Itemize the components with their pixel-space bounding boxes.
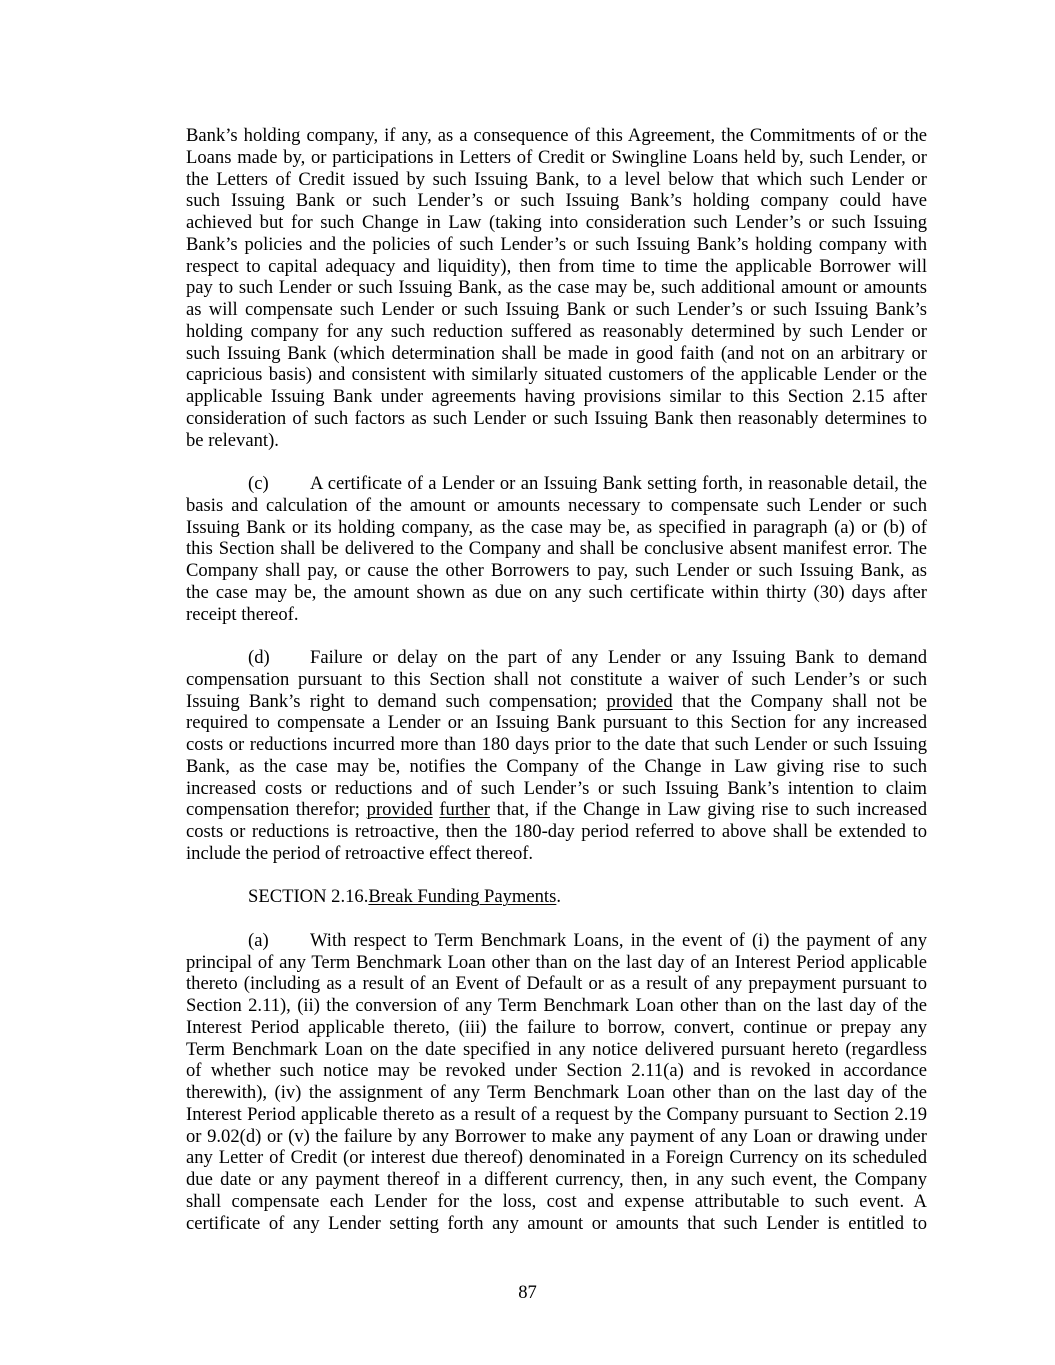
text-line: the Letters of Credit issued by such Issuing Bank, to a level below that which such Lender or (186, 168, 927, 190)
section-number: SECTION 2.16. (248, 886, 369, 908)
section-title: Break Funding Payments (368, 886, 557, 908)
text-line: Term Benchmark Loan on the date specified in any notice delivered pursuant hereto (regardless (186, 1038, 927, 1060)
text-line: certificate of any Lender setting forth any amount or amounts that such Lender is entitled to (186, 1212, 927, 1234)
paragraph-d-failure-or-delay (186, 647, 927, 865)
text-line: respect to capital adequacy and liquidity), then from time to time the applicable Borrower will (186, 255, 927, 277)
text-line: capricious basis) and consistent with similarly situated customers of the applicable Lender or the (186, 364, 927, 386)
paragraph-a-break-funding (186, 930, 927, 1235)
text-line: this Section shall be delivered to the Company and shall be conclusive absent manifest error. The (186, 538, 927, 560)
text-line: as will compensate such Lender or such Issuing Bank or such Lender’s or such Issuing Bank’s (186, 299, 927, 320)
text-line: With respect to Term Benchmark Loans, in the event of (i) the payment of any (310, 929, 927, 951)
text-line: such Issuing Bank (which determination shall be made in good faith (and not on an arbitrary or (186, 342, 927, 364)
text-line: Issuing Bank or its holding company, as the case may be, as specified in paragraph (a) or (b) of (186, 516, 927, 538)
first-line (186, 647, 927, 669)
text-line: achieved but for such Change in Law (taking into consideration such Lender’s or such Issuing (186, 212, 927, 233)
text-segment: that, if the Change in Law giving rise to such increased (489, 799, 928, 821)
section-title-period: . (556, 886, 561, 908)
text-line: shall compensate each Lender for the loss, cost and expense attributable to such event. A (186, 1190, 927, 1212)
page-number: 87 (518, 1282, 537, 1303)
text-line: principal of any Term Benchmark Loan other than on the last day of an Interest Period applicable (186, 951, 927, 973)
text-line: A certificate of a Lender or an Issuing Bank setting forth, in reasonable detail, the (310, 473, 927, 494)
text-line: due date or any payment thereof in a different currency, then, in any such event, the Company (186, 1169, 927, 1190)
text-segment: that the Company shall not be (672, 690, 927, 712)
text-line: or 9.02(d) or (v) the failure by any Borrower to make any payment of any Loan or drawing under (186, 1125, 927, 1147)
text-line: Failure or delay on the part of any Lender or any Issuing Bank to demand (310, 647, 927, 668)
text-line: basis and calculation of the amount or amounts necessary to compensate such Lender or such (186, 494, 927, 516)
text-line: Loans made by, or participations in Letters of Credit or Swingline Loans held by, such Lender, or (186, 146, 927, 168)
text-line: receipt thereof. (186, 603, 299, 625)
text-line: Bank’s holding company, if any, as a consequence of this Agreement, the Commitments of or the (186, 125, 927, 146)
paragraph-capital-adequacy-continuation (186, 125, 927, 451)
text-line: the case may be, the amount shown as due on any such certificate within thirty (30) days after (186, 581, 927, 603)
text-line: Interest Period applicable thereto, (iii) the failure to borrow, convert, continue or prepay any (186, 1016, 927, 1038)
text-line: Section 2.11), (ii) the conversion of any Term Benchmark Loan other than on the last day of the (186, 995, 927, 1016)
text-line: any Letter of Credit (or interest due thereof) denominated in a Foreign Currency on its scheduled (186, 1147, 927, 1169)
page-body (186, 125, 927, 1256)
defined-term-further: further (439, 799, 490, 821)
text-line: holding company for any such reduction suffered as reasonably determined by such Lender or (186, 320, 927, 342)
paragraph-c-certificate (186, 473, 927, 625)
text-line (186, 691, 927, 713)
paragraph-label: (d) (248, 647, 270, 668)
text-line: be relevant). (186, 429, 279, 451)
section-2-16-heading (186, 886, 927, 908)
paragraph-label: (c) (248, 473, 269, 494)
text-line: of whether such notice may be revoked under Section 2.11(a) and is revoked in accordance (186, 1060, 927, 1082)
text-line: such Issuing Bank or such Lender’s or such Issuing Bank’s holding company could have (186, 190, 927, 212)
text-line: Bank’s policies and the policies of such Lender’s or such Issuing Bank’s holding company with (186, 233, 927, 255)
text-segment: compensation therefor; (186, 799, 367, 821)
text-line: costs or reductions is retroactive, then the 180-day period referred to above shall be extended to (186, 821, 927, 842)
text-line: applicable Issuing Bank under agreements having provisions similar to this Section 2.15 after (186, 386, 927, 407)
text-line: Interest Period applicable thereto as a result of a request by the Company pursuant to Section 2.19 (186, 1103, 927, 1125)
text-line: compensation pursuant to this Section shall not constitute a waiver of such Lender’s or such (186, 668, 927, 690)
text-line (186, 799, 927, 821)
defined-term-provided: provided (366, 799, 433, 821)
text-line: increased costs or reductions and of such Lender’s or such Issuing Bank’s intention to claim (186, 777, 927, 799)
text-line: pay to such Lender or such Issuing Bank, as the case may be, such additional amount or amounts (186, 277, 927, 299)
text-line: therewith), (iv) the assignment of any Term Benchmark Loan other than on the last day of the (186, 1082, 927, 1103)
text-line: thereto (including as a result of an Event of Default or as a result of any prepayment pursuant to (186, 973, 927, 995)
text-line: consideration of such factors as such Lender or such Issuing Bank then reasonably determines to (186, 407, 927, 429)
first-line (186, 473, 927, 495)
text-line: required to compensate a Lender or an Issuing Bank pursuant to this Section for any increased (186, 712, 927, 734)
paragraph-label: (a) (248, 929, 269, 951)
first-line (186, 930, 927, 952)
text-line: costs or reductions incurred more than 180 days prior to the date that such Lender or such Issuing (186, 734, 927, 755)
text-line: Bank, as the case may be, notifies the Company of the Change in Law giving rise to such (186, 755, 927, 777)
text-line: Company shall pay, or cause the other Borrowers to pay, such Lender or such Issuing Bank, as (186, 560, 927, 581)
defined-term-provided: provided (606, 690, 673, 712)
text-segment: Issuing Bank’s right to demand such compensation; (186, 690, 607, 712)
text-line: include the period of retroactive effect thereof. (186, 842, 534, 864)
